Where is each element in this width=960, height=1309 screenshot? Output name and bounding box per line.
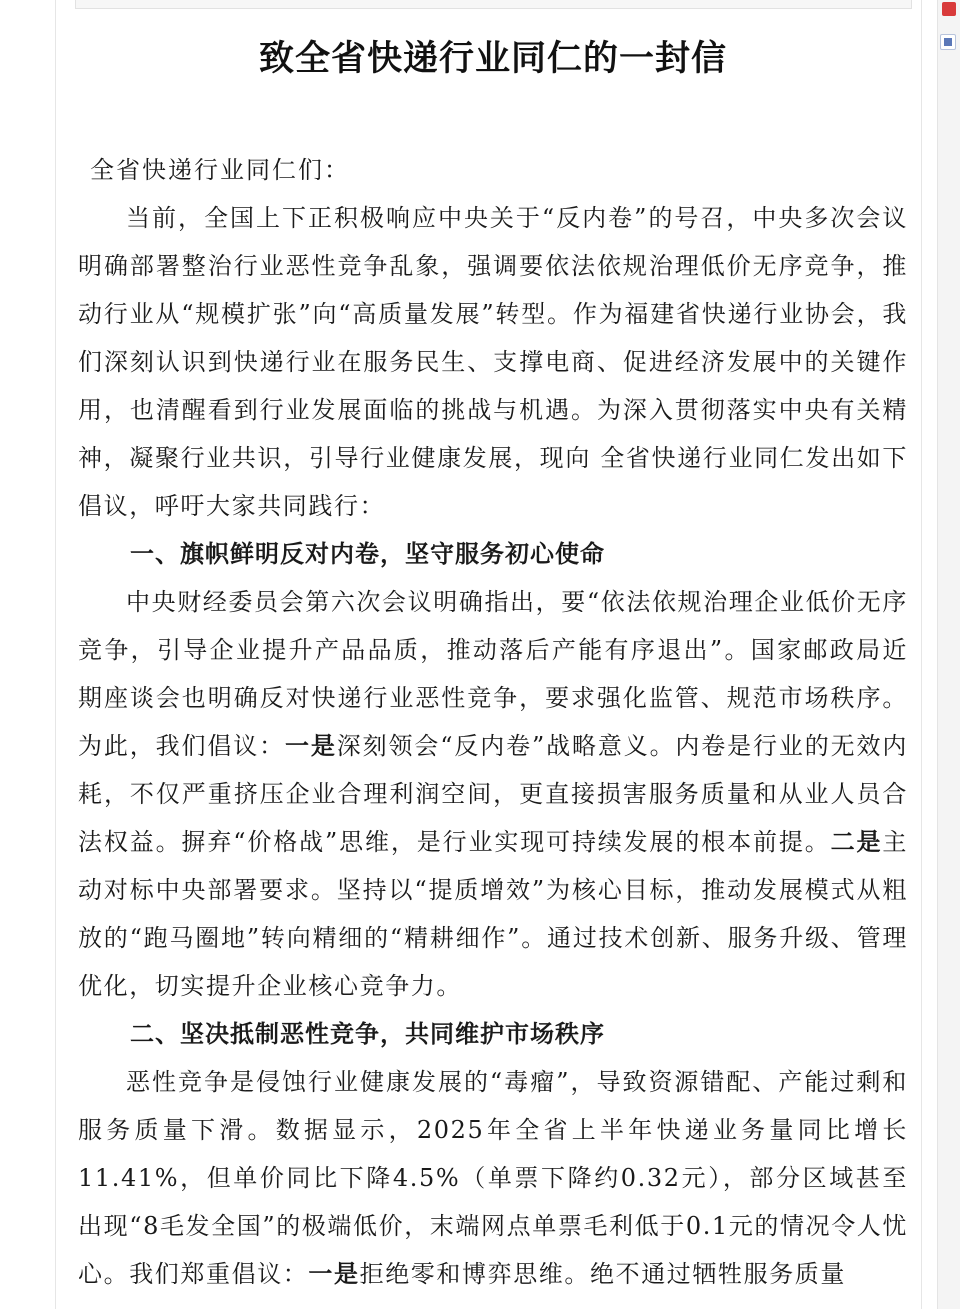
intro-paragraph: 当前，全国上下正积极响应中央关于“反内卷”的号召，中央多次会议明确部署整治行业恶性竞争乱象，强调要依法依规治理低价无序竞争，推动行业从“规模扩张”向“高质量发展”转型。作为福建省快递行业协会，我们深刻认识到快递行业在服务民生、支撑电商、促进经济发展中的关键作用，也清醒看到行业发展面临的挑战与机遇。为深入贯彻落实中央有关精神，凝聚行业共识，引导行业健康发展，现向 全省快递行业同仁发出如下倡议，呼吁大家共同践行： — [78, 204, 908, 520]
section-1-point-2: 二是 — [830, 828, 883, 856]
side-scroll-strip[interactable] — [937, 0, 960, 1309]
section-1-heading: 一、旗帜鲜明反对内卷，坚守服务初心使命 — [130, 540, 605, 568]
section-2-paragraph — [78, 1058, 908, 1298]
section-2-point-1: 一是 — [308, 1260, 360, 1288]
section-1-text-a: 中央财经委员会第六次会议明确指出，要“依法依规治理企业低价无序竞争，引导企业提升产品品质，推动落后产能有序退出”。国家邮政局近期座谈会也明确反对快递行业恶性竞争，要求强化监管、规范市场秩序。为此，我们倡议： — [78, 588, 908, 760]
close-icon[interactable] — [942, 2, 956, 16]
section-1-text-b: 深刻领会“反内卷”战略意义。内卷是行业的无效内耗，不仅严重挤压企业合理利润空间，更直接损害服务质量和从业人员合法权益。摒弃“价格战”思维，是行业实现可持续发展的根本前提。 — [78, 732, 908, 856]
section-2-heading: 二、坚决抵制恶性竞争，共同维护市场秩序 — [130, 1020, 605, 1048]
section-1-paragraph — [78, 578, 908, 1010]
top-toolbar-edge — [75, 0, 912, 9]
salutation: 全省快递行业同仁们： — [90, 156, 350, 184]
section-2-text-a: 恶性竞争是侵蚀行业健康发展的“毒瘤”，导致资源错配、产能过剩和服务质量下滑。数据显示，2025年全省上半年快递业务量同比增长11.41%，但单价同比下降4.5%（单票下降约0.32元），部分区域甚至出现“8毛发全国”的极端低价，末端网点单票毛利低于0.1元的情况令人忧心。我们郑重倡议： — [78, 1068, 908, 1288]
letter-content — [78, 30, 908, 1298]
page-title: 致全省快递行业同仁的一封信 — [258, 39, 727, 79]
section-1-text-c: 主动对标中央部署要求。坚持以“提质增效”为核心目标，推动发展模式从粗放的“跑马圈地”转向精细的“精耕细作”。通过技术创新、服务升级、管理优化，切实提升企业核心竞争力。 — [78, 828, 908, 1000]
panel-icon[interactable] — [940, 34, 956, 50]
section-2-text-b: 拒绝零和博弈思维。绝不通过牺牲服务质量 — [359, 1260, 847, 1288]
section-1-point-1: 一是 — [284, 732, 337, 760]
